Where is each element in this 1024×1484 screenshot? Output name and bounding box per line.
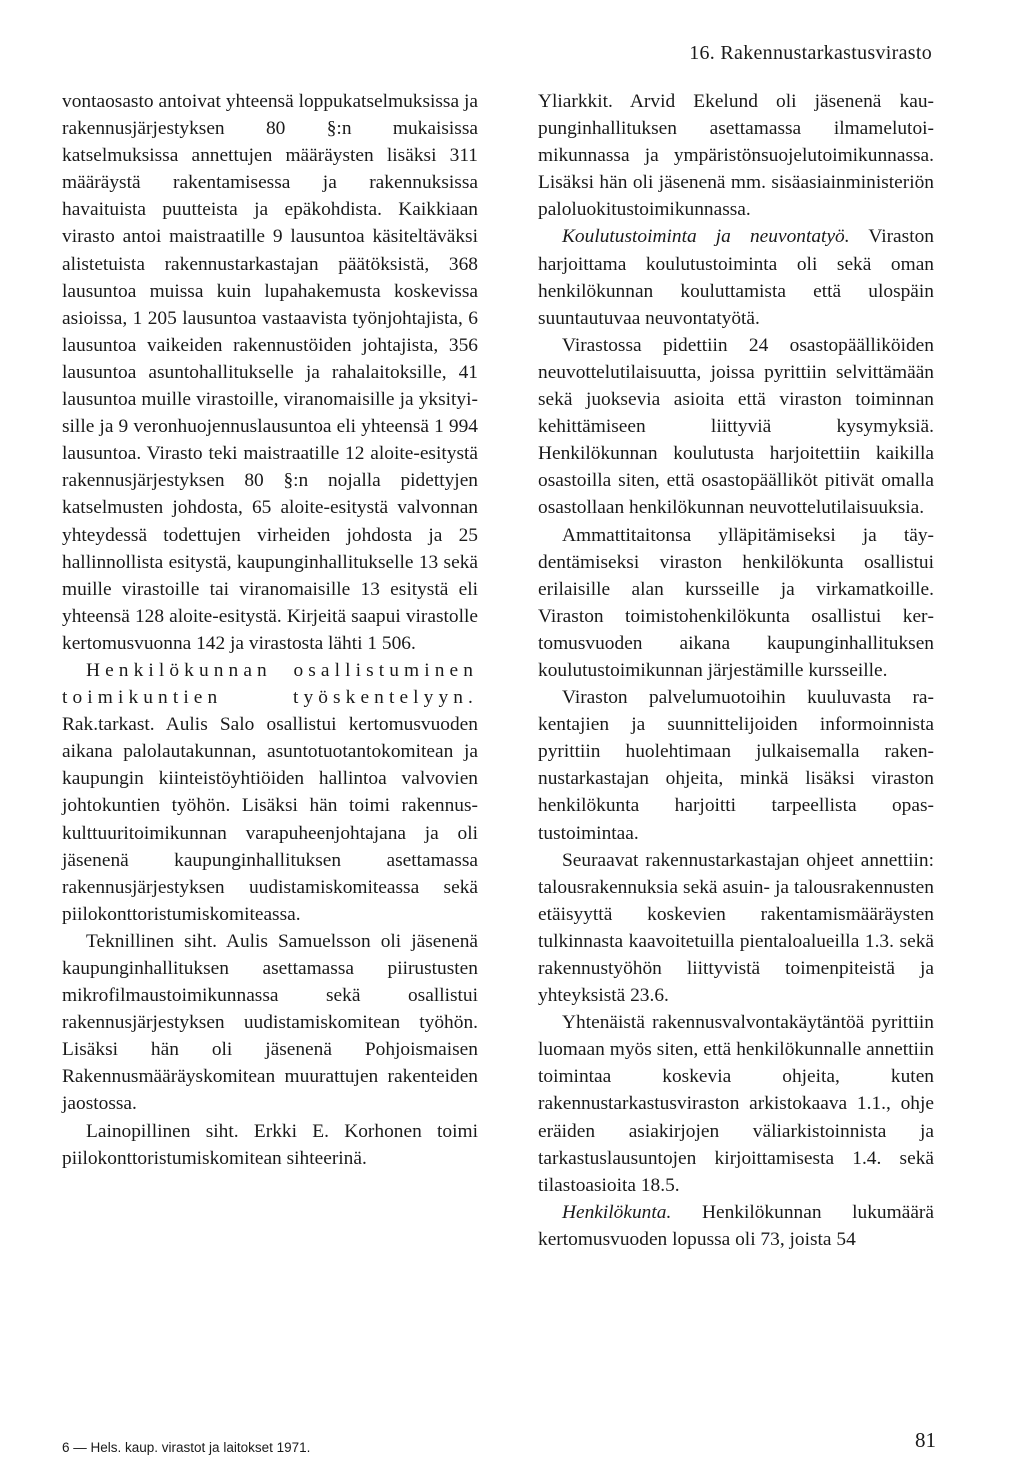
page-number: 81: [915, 1428, 936, 1452]
left-paragraph-2: [62, 657, 478, 928]
right-paragraph-1: Yliarkkit. Arvid Ekelund oli jäsenenä kaupunginhallituksen asettamassa ilmamelutoimikunnassa ja ympäristönsuojelutoimikunnassa. Lisäksi hän oli jäsenenä mm. sisäasiainministeriön paloluokitustoimikunnassa.: [538, 91, 934, 221]
right-paragraph-8-body: Henkilökunnan lukumäärä kertomusvuoden lopussa oli 73, joista 54: [538, 1201, 934, 1250]
section-heading-training: Koulutustoiminta ja neuvontatyö.: [562, 226, 850, 248]
right-paragraph-3: Virastossa pidettiin 24 osastopäälliköiden neuvottelutilaisuutta, joissa pyrittiin selvittämään sekä juoksevia asioita että viraston toiminnan kehittämiseen liittyviä kysymyksiä. Henkilökunnan koulutusta harjoitettiin kaikilla osastoilla siten, että osastopäälliköt pitivät omalla osastollaan henkilökunnan neuvottelutilaisuuksia.: [538, 334, 934, 519]
right-paragraph-8: [538, 1199, 934, 1253]
left-paragraph-2-body: Rak.tarkast. Aulis Salo osallistui kertomusvuoden aikana palolautakunnan, asuntotuotantokomitean ja kaupungin kiinteistöyhtiöiden hallintoa valvovien johtokuntien työhön. Lisäksi hän toimi rakennuskulttuuritoimikunnan varapuheenjohtajana ja oli jäsenenä kaupunginhallituksen asettamassa rakennusjärjestyksen uudistamiskomiteassa sekä piilokonttoristumiskomiteassa.: [62, 714, 478, 925]
left-column: [62, 88, 478, 1172]
right-paragraph-5: Viraston palvelumuotoihin kuuluvasta rakentajien ja suunnittelijoiden informoinnista pyrittiin huolehtimaan julkaisemalla rakennustarkastajan ohjeita, minkä lisäksi viraston henkilökunta harjoitti tarpeellista opastustoimintaa.: [538, 687, 934, 844]
right-paragraph-7: Yhtenäistä rakennusvalvontakäytäntöä pyrittiin luomaan myös siten, että henkilökunnalle annettiin toimintaa koskevia ohjeita, kuten rakennustarkastusviraston arkistokaava 1.1., ohje eräiden asiakirjojen väliarkistoinnista ja tarkastuslausuntojen kirjoittamisesta 1.4. sekä tilastoasioita 18.5.: [538, 1012, 934, 1196]
right-paragraph-2-body: Viraston harjoittama koulutustoiminta oli sekä oman henkilökunnan kouluttamista että ulospäin suuntautuvaa neuvontatyötä.: [538, 226, 934, 329]
section-heading-staff: Henkilökunta.: [562, 1201, 672, 1223]
footer-note: 6 — Hels. kaup. virastot ja laitokset 1971.: [62, 1440, 311, 1455]
section-heading-participation: Henkilökunnan osallistuminen toimikuntien työskentelyyn.: [62, 659, 478, 709]
right-paragraph-6: Seuraavat rakennustarkastajan ohjeet annettiin: talousrakennuksia sekä asuin- ja talousrakennusten etäisyyttä koskevien rakentamismääräysten tulkinnasta kaavoitetuilla pientaloalueilla 1.3. sekä rakennustyöhön liittyvistä toimenpiteistä ja yhteyksistä 23.6.: [538, 849, 934, 1007]
right-paragraph-4: Ammattitaitonsa ylläpitämiseksi ja täydentämiseksi viraston henkilökunta osallistui erilaisille alan kursseille ja virkamatkoille. Viraston toimistohenkilökunta osallistui kertomusvuoden aikana kaupunginhallituksen koulutustoimikunnan järjestämille kursseille.: [538, 524, 934, 681]
left-paragraph-4: Lainopillinen siht. Erkki E. Korhonen toimi piilokonttoristumiskomitean sihteerinä.: [62, 1120, 478, 1169]
right-paragraph-2: [538, 223, 934, 331]
left-paragraph-1: vontaosasto antoivat yhteensä loppukatselmuksissa ja rakennusjärjestyksen 80 §:n mukaisissa katselmuksissa annettujen määräysten lisäksi 311 määräystä rakentamisessa ja rakennuksissa havaituista puutteista ja epäkohdista. Kaikkiaan virasto antoi maistraatille 9 lausuntoa käsiteltäväksi alistetuista rakennustarkastajan päätöksistä, 368 lausuntoa muissa kuin lupahakemusta koskevissa asioissa, 1 205 lausuntoa vastaavista työnjohtajista, 6 lausuntoa vaikeiden rakennustöiden johtajista, 356 lausuntoa asuntohallitukselle ja rahalaitoksille, 41 lausuntoa muille virastoille, viranomaisille ja yksityisille ja 9 veronhuojennuslausuntoa eli yhteensä 1 994 lausuntoa. Virasto teki maistraatille 12 aloite-esitystä rakennusjärjestyksen 80 §:n nojalla pidettyjen katselmusten johdosta, 65 aloite-esitystä valvonnan yhteydessä todettujen virheiden johdosta ja 25 hallinnollista esitystä, kaupunginhallitukselle 13 sekä muille virastoille tai viranomaisille 13 esitystä eli yhteensä 128 aloite-esitystä. Kirjeitä saapui virastolle kertomusvuonna 142 ja virastosta lähti 1 506.: [62, 91, 478, 654]
right-column: [538, 88, 934, 1253]
left-paragraph-3: Teknillinen siht. Aulis Samuelsson oli jäsenenä kaupunginhallituksen asettamassa piirustusten mikrofilmaustoimikunnassa sekä osallistui rakennusjärjestyksen uudistamiskomitean työhön. Lisäksi hän oli jäsenenä Pohjoismaisen Rakennusmääräyskomitean muurattujen rakenteiden jaostossa.: [62, 930, 478, 1115]
running-head: 16. Rakennustarkastusvirasto: [689, 42, 932, 64]
